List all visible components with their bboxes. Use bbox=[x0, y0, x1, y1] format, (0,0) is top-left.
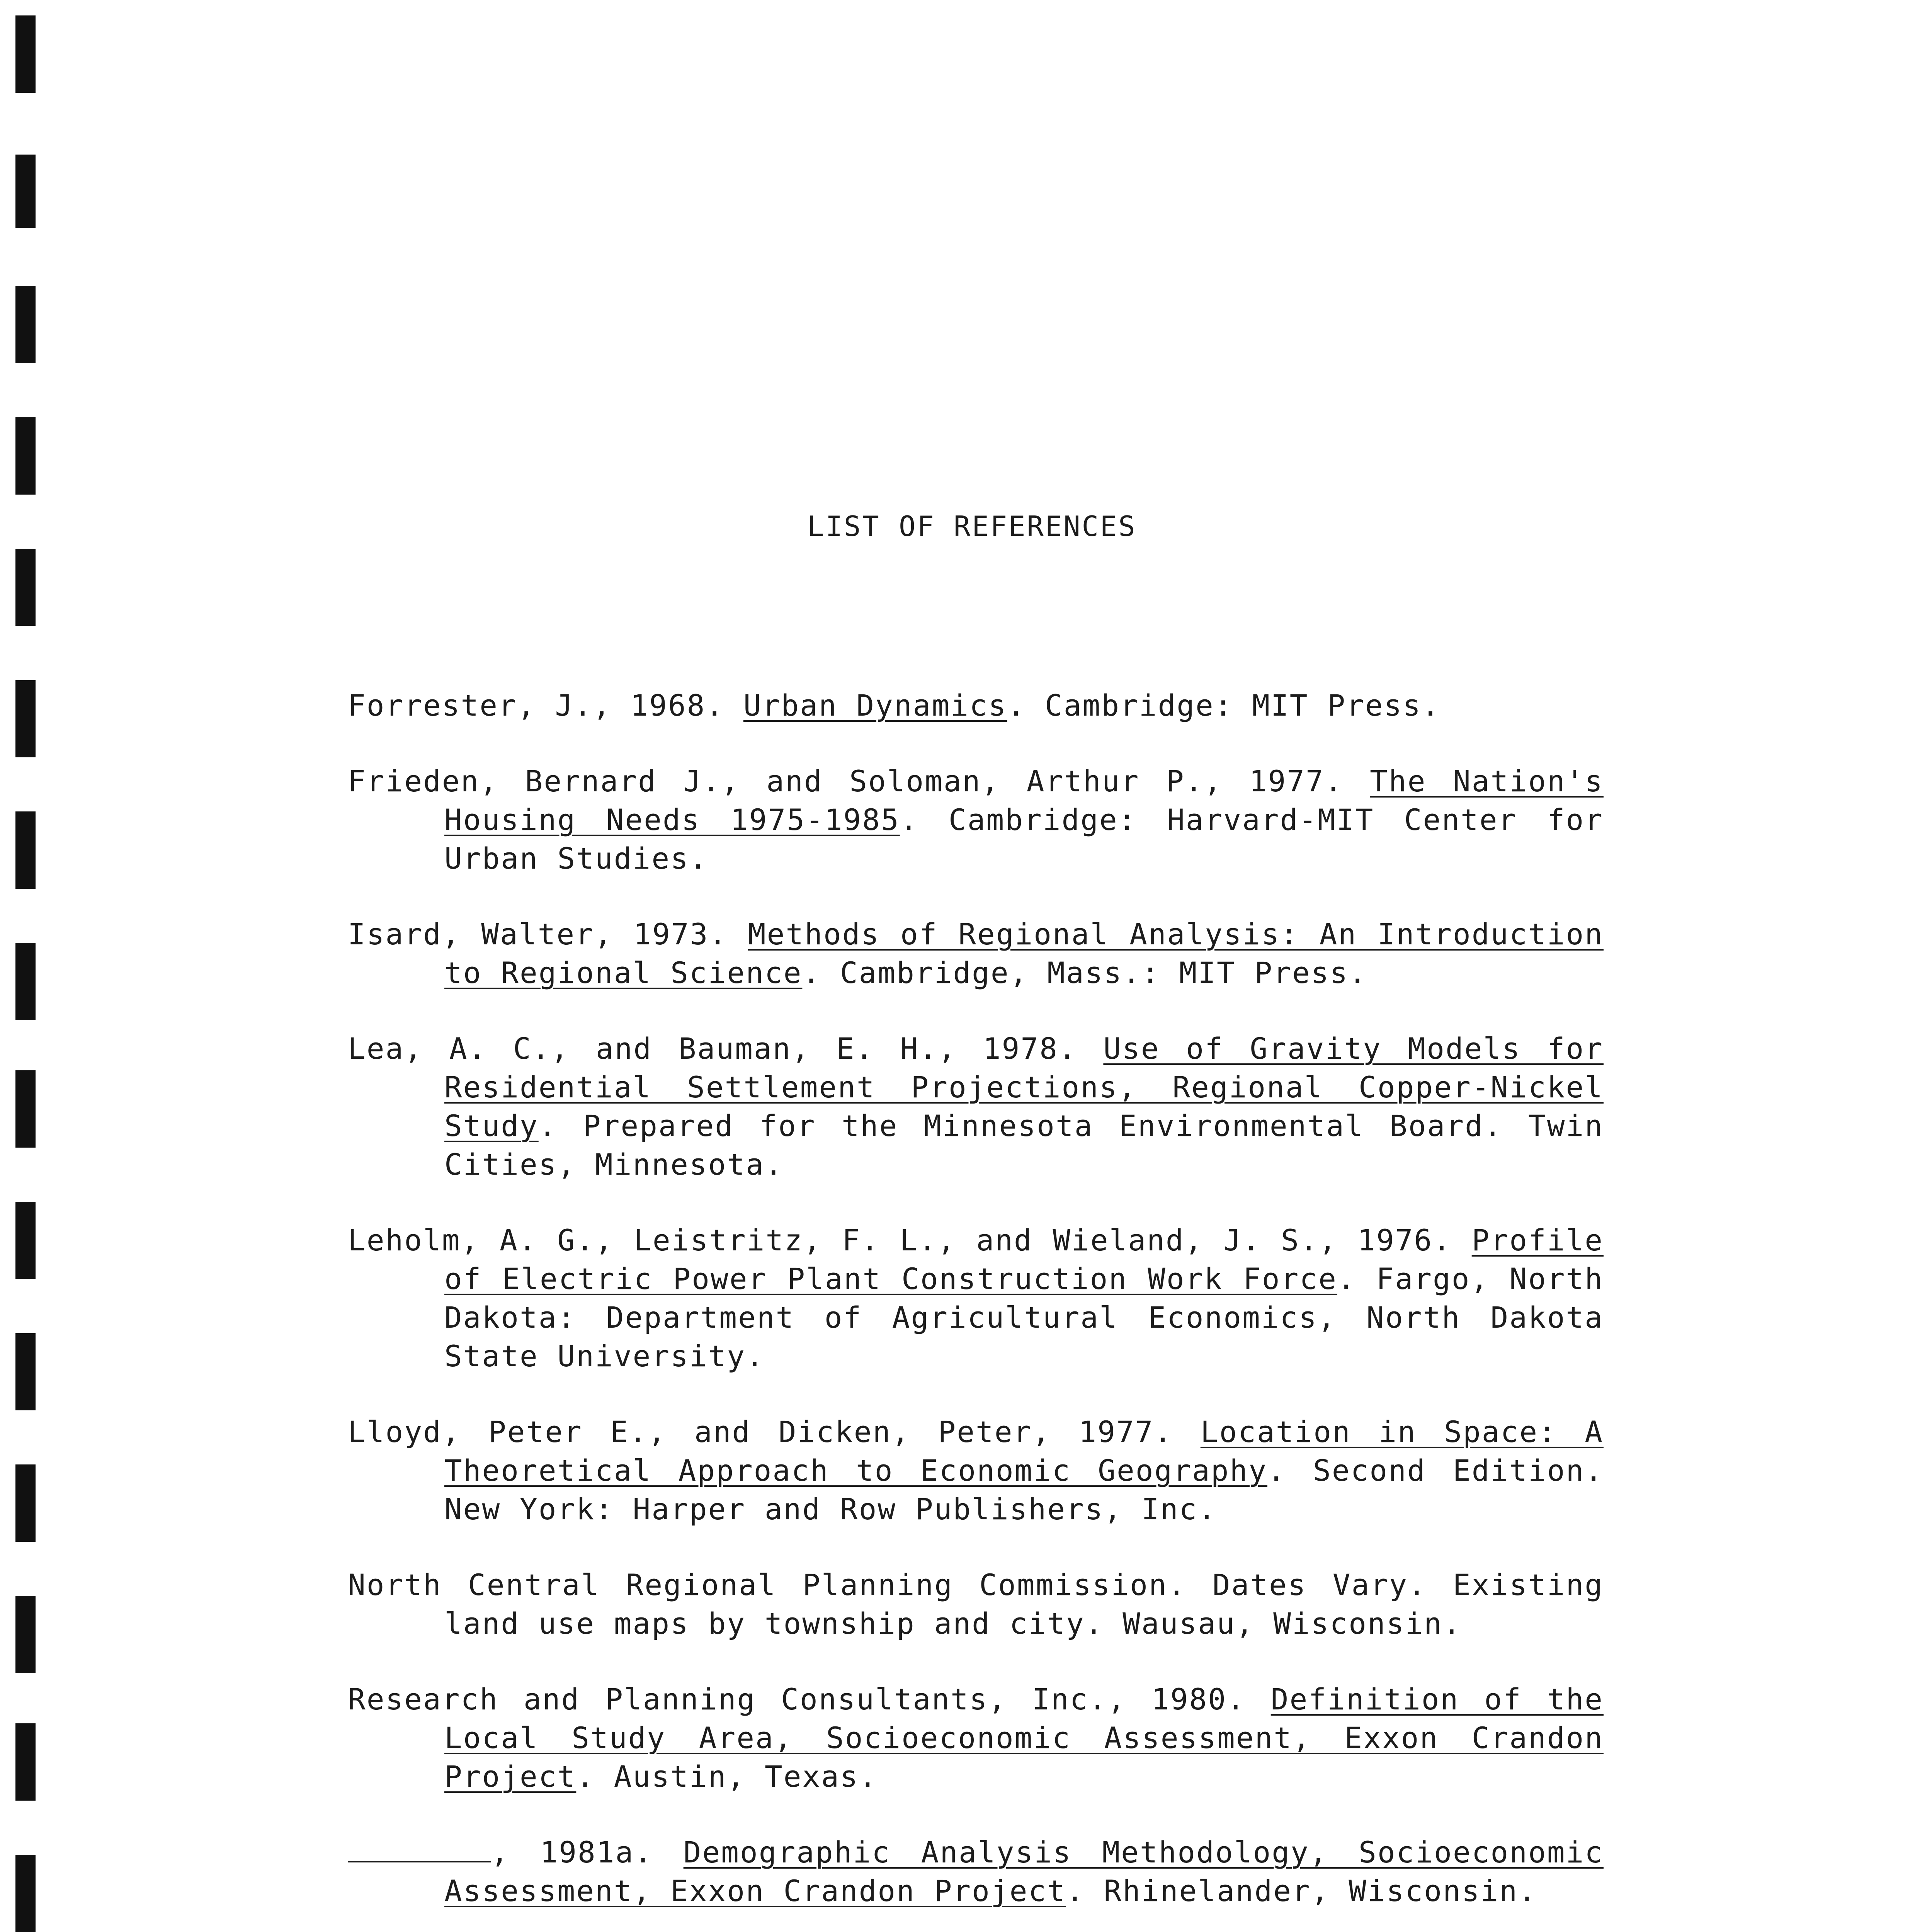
reference-lead: Lea, A. C., and Bauman, E. H., 1978. bbox=[348, 1031, 1104, 1066]
reference-entry bbox=[348, 686, 1604, 725]
binding-hole-mark bbox=[15, 155, 36, 228]
reference-list bbox=[348, 657, 1604, 1932]
reference-title: Location in Space: A Theoretical Approach to Economic Geography bbox=[444, 1415, 1604, 1488]
reference-entry bbox=[348, 1221, 1604, 1376]
reference-lead: Frieden, Bernard J., and Soloman, Arthur P., 1977. bbox=[348, 764, 1370, 798]
binding-hole-mark bbox=[15, 1070, 36, 1148]
binding-hole-mark bbox=[15, 286, 36, 363]
binding-strip bbox=[15, 0, 39, 1932]
same-author-dash bbox=[348, 1838, 491, 1862]
reference-lead: Research and Planning Consultants, Inc., 1980. bbox=[348, 1682, 1271, 1716]
reference-details: . Cambridge: MIT Press. bbox=[1007, 688, 1440, 723]
binding-hole-mark bbox=[15, 1202, 36, 1279]
reference-details: . Austin, Texas. bbox=[576, 1759, 878, 1794]
reference-entry bbox=[348, 1680, 1604, 1796]
reference-entry bbox=[348, 1029, 1604, 1184]
binding-hole-mark bbox=[15, 1855, 36, 1932]
reference-lead: Forrester, J., 1968. bbox=[348, 688, 743, 723]
binding-hole-mark bbox=[15, 811, 36, 889]
binding-hole-mark bbox=[15, 1723, 36, 1801]
reference-details: . Fargo, North Dakota: Department of Agricultural Economics, North Dakota State University. bbox=[444, 1262, 1604, 1373]
reference-details: . Prepared for the Minnesota Environmental Board. Twin Cities, Minnesota. bbox=[444, 1109, 1604, 1182]
binding-hole-mark bbox=[15, 943, 36, 1020]
binding-hole-mark bbox=[15, 549, 36, 626]
reference-lead: Lloyd, Peter E., and Dicken, Peter, 1977. bbox=[348, 1415, 1201, 1449]
page-title: LIST OF REFERENCES bbox=[807, 510, 1137, 543]
reference-lead: North Central Regional Planning Commission. Dates Vary. Existing land use maps by township and city. Wausau, Wisconsin. bbox=[348, 1568, 1604, 1641]
reference-title: Demographic Analysis Methodology, Socioeconomic Assessment, Exxon Crandon Project bbox=[444, 1835, 1604, 1908]
reference-title: The Nation's Housing Needs 1975-1985 bbox=[444, 764, 1604, 837]
binding-hole-mark bbox=[15, 1333, 36, 1410]
reference-entry bbox=[348, 915, 1604, 992]
reference-title: Use of Gravity Models for Residential Settlement Projections, Regional Copper-Nickel Study bbox=[444, 1031, 1604, 1143]
binding-hole-mark bbox=[15, 417, 36, 495]
binding-hole-mark bbox=[15, 1596, 36, 1673]
reference-lead: , 1981a. bbox=[491, 1835, 684, 1869]
reference-entry bbox=[348, 1566, 1604, 1643]
reference-title: Urban Dynamics bbox=[743, 688, 1007, 723]
binding-hole-mark bbox=[15, 680, 36, 757]
reference-details: . Rhinelander, Wisconsin. bbox=[1066, 1874, 1537, 1908]
reference-details: . Cambridge: Harvard-MIT Center for Urban Studies. bbox=[444, 803, 1604, 876]
reference-lead: Isard, Walter, 1973. bbox=[348, 917, 748, 951]
binding-hole-mark bbox=[15, 15, 36, 93]
reference-title: Methods of Regional Analysis: An Introduction to Regional Science bbox=[444, 917, 1604, 990]
reference-lead: Leholm, A. G., Leistritz, F. L., and Wieland, J. S., 1976. bbox=[348, 1223, 1472, 1257]
reference-title: Profile of Electric Power Plant Construction Work Force bbox=[444, 1223, 1604, 1296]
reference-title: Definition of the Local Study Area, Socioeconomic Assessment, Exxon Crandon Project bbox=[444, 1682, 1604, 1794]
reference-details: . Cambridge, Mass.: MIT Press. bbox=[802, 956, 1368, 990]
binding-hole-mark bbox=[15, 1464, 36, 1542]
reference-details: . Second Edition. New York: Harper and Row Publishers, Inc. bbox=[444, 1453, 1604, 1526]
reference-entry bbox=[348, 1413, 1604, 1529]
reference-entry bbox=[348, 1833, 1604, 1910]
reference-entry bbox=[348, 762, 1604, 878]
